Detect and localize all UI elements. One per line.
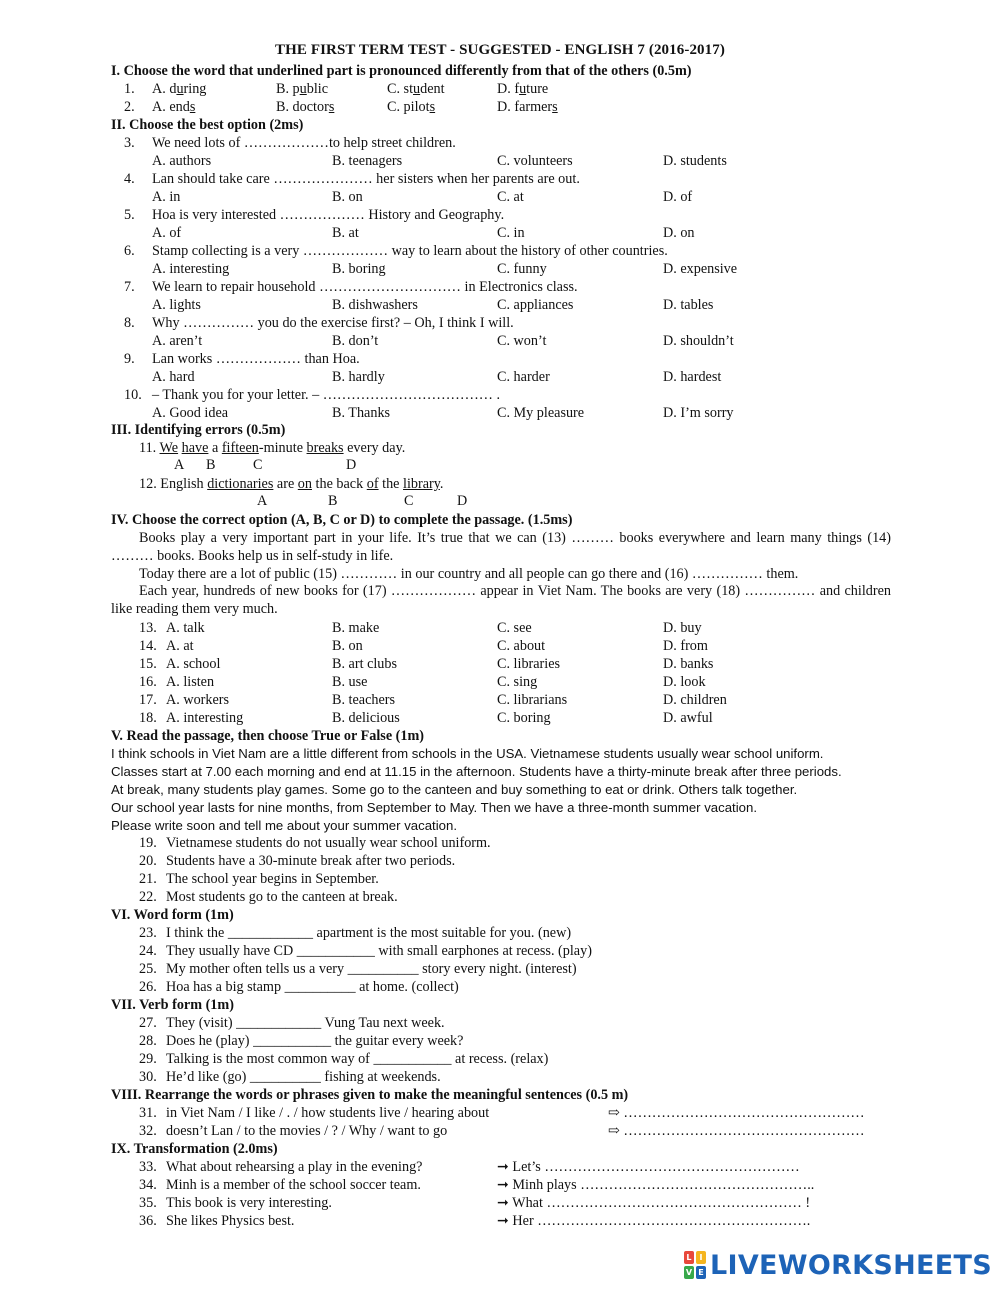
question-number: 23. — [139, 925, 157, 941]
option-b: B. public — [276, 81, 329, 97]
question-text: Does he (play) ___________ the guitar every week? — [166, 1033, 464, 1049]
option-d: D. of — [663, 189, 693, 205]
option-d: D. hardest — [663, 369, 722, 385]
section-6-heading: VI. Word form (1m) — [111, 907, 234, 923]
option-c: C. My pleasure — [497, 405, 585, 421]
option-b: B. boring — [332, 261, 386, 277]
option-a: A. authors — [152, 153, 212, 169]
option-d: D. awful — [663, 710, 713, 726]
error-label-c: C — [404, 493, 414, 509]
section-4-heading: IV. Choose the correct option (A, B, C or D) to complete the passage. (1.5ms) — [111, 512, 573, 528]
question-number: 6. — [124, 243, 135, 259]
passage-line: Classes start at 7.00 each morning and end at 11.15 in the afternoon. Students have a thirty-minute break after three periods. — [111, 764, 842, 779]
option-a: A. interesting — [152, 261, 230, 277]
section-7-heading: VII. Verb form (1m) — [111, 997, 234, 1013]
section-9-heading: IX. Transformation (2.0ms) — [111, 1141, 278, 1157]
passage-paragraph-2: Today there are a lot of public (15) ………… in our country and all people can go there and (16) …………… them. — [139, 566, 799, 582]
question-number: 28. — [139, 1033, 157, 1049]
question-stem: Hoa is very interested ……………… History and Geography. — [152, 207, 505, 223]
answer-line: ➞ Minh plays ………………………………………….. — [497, 1177, 815, 1193]
option-a: A. in — [152, 189, 181, 205]
option-b: B. delicious — [332, 710, 400, 726]
question-number: 17. — [139, 692, 157, 708]
section-8-heading: VIII. Rearrange the words or phrases given to make the meaningful sentences (0.5 m) — [111, 1087, 629, 1103]
passage-line: I think schools in Viet Nam are a little different from schools in the USA. Vietnamese students usually wear school uniform. — [111, 746, 824, 761]
question-number: 2. — [124, 99, 135, 115]
option-a: A. talk — [166, 620, 205, 636]
question-number: 25. — [139, 961, 157, 977]
question-number: 27. — [139, 1015, 157, 1031]
option-b: B. dishwashers — [332, 297, 418, 313]
question-stem: Why …………… you do the exercise first? – Oh, I think I will. — [152, 315, 514, 331]
question-number: 20. — [139, 853, 157, 869]
option-b: B. on — [332, 638, 363, 654]
question-number: 29. — [139, 1051, 157, 1067]
question-text: This book is very interesting. — [166, 1195, 332, 1211]
option-a: A. during — [152, 81, 207, 97]
logo-text: LIVEWORKSHEETS — [709, 1249, 992, 1281]
question-stem: Lan should take care ………………… her sisters when her parents are out. — [152, 171, 580, 187]
question-number: 31. — [139, 1105, 157, 1121]
passage-paragraph-1: Books play a very important part in your life. It’s true that we can (13) ……… books everywhere and learn many things (14) ……… books. Books help us in self-study in life. — [111, 530, 891, 564]
option-c: C. in — [497, 225, 525, 241]
question-text: They (visit) ____________ Vung Tau next week. — [166, 1015, 445, 1031]
option-c: C. appliances — [497, 297, 574, 313]
question-number: 13. — [139, 620, 157, 636]
question-number: 10. — [124, 387, 142, 403]
option-d: D. farmers — [497, 99, 558, 115]
option-a: A. listen — [166, 674, 215, 690]
option-b: B. on — [332, 189, 363, 205]
option-d: D. shouldn’t — [663, 333, 734, 349]
question-number: 19. — [139, 835, 157, 851]
question-number: 16. — [139, 674, 157, 690]
question-stem: We need lots of ………………to help street children. — [152, 135, 456, 151]
section-3-heading: III. Identifying errors (0.5m) — [111, 422, 286, 438]
error-label-a: A — [174, 457, 185, 473]
option-b: B. hardly — [332, 369, 385, 385]
question-text: What about rehearsing a play in the evening? — [166, 1159, 423, 1175]
question-number: 21. — [139, 871, 157, 887]
option-a: A. ends — [152, 99, 196, 115]
answer-line: ➞ Let’s ……………………………………………… — [497, 1159, 800, 1175]
question-text: Hoa has a big stamp __________ at home. (collect) — [166, 979, 459, 995]
question-number: 4. — [124, 171, 135, 187]
option-b: B. teachers — [332, 692, 396, 708]
error-label-c: C — [253, 457, 263, 473]
question-number: 35. — [139, 1195, 157, 1211]
passage-paragraph-3: Each year, hundreds of new books for (17) ……………… appear in Viet Nam. The books are very (18) …………… and children like reading them very much. — [111, 583, 891, 617]
option-a: A. interesting — [166, 710, 244, 726]
liveworksheets-logo — [684, 1249, 992, 1281]
option-a: A. workers — [166, 692, 230, 708]
option-c: C. libraries — [497, 656, 561, 672]
question-number: 33. — [139, 1159, 157, 1175]
option-d: D. children — [663, 692, 727, 708]
question-number: 7. — [124, 279, 135, 295]
option-a: A. lights — [152, 297, 201, 313]
answer-line: ⇨ …………………………………………… — [608, 1105, 865, 1121]
question-text: She likes Physics best. — [166, 1213, 295, 1229]
option-b: B. art clubs — [332, 656, 398, 672]
question-text: Talking is the most common way of ___________ at recess. (relax) — [166, 1051, 549, 1067]
question-stem: Stamp collecting is a very ……………… way to learn about the history of other countries. — [152, 243, 668, 259]
option-b: B. don’t — [332, 333, 379, 349]
question-number: 15. — [139, 656, 157, 672]
question-number: 30. — [139, 1069, 157, 1085]
option-c: C. about — [497, 638, 546, 654]
question-text: Minh is a member of the school soccer team. — [166, 1177, 421, 1193]
passage-line: At break, many students play games. Some go to the canteen and buy something to eat or drink. Others talk together. — [111, 782, 798, 797]
option-d: D. tables — [663, 297, 714, 313]
option-d: D. from — [663, 638, 708, 654]
statement-text: The school year begins in September. — [166, 871, 379, 887]
logo-mark-icon: L I V E — [684, 1251, 706, 1279]
option-c: C. volunteers — [497, 153, 573, 169]
option-a: A. school — [166, 656, 221, 672]
option-a: A. of — [152, 225, 182, 241]
section-5-heading: V. Read the passage, then choose True or False (1m) — [111, 728, 425, 744]
question-number: 22. — [139, 889, 157, 905]
option-c: C. won’t — [497, 333, 547, 349]
error-label-b: B — [206, 457, 216, 473]
option-c: C. sing — [497, 674, 538, 690]
option-b: B. Thanks — [332, 405, 391, 421]
question-12: 12. English dictionaries are on the back of the library. — [139, 476, 444, 492]
question-number: 18. — [139, 710, 157, 726]
question-number: 5. — [124, 207, 135, 223]
answer-line: ➞ Her …………………………………………………. — [497, 1213, 811, 1229]
question-text: My mother often tells us a very __________ story every night. (interest) — [166, 961, 577, 977]
passage-line: Our school year lasts for nine months, from September to May. Then we have a three-month summer vacation. — [111, 800, 757, 815]
error-label-d: D — [457, 493, 468, 509]
error-label-b: B — [328, 493, 338, 509]
question-2 — [124, 98, 924, 116]
option-b: B. at — [332, 225, 359, 241]
option-c: C. see — [497, 620, 532, 636]
option-a: A. aren’t — [152, 333, 203, 349]
question-number: 9. — [124, 351, 135, 367]
option-c: C. student — [387, 81, 445, 97]
option-d: D. on — [663, 225, 695, 241]
question-1 — [124, 80, 924, 98]
question-text: They usually have CD ___________ with small earphones at recess. (play) — [166, 943, 592, 959]
answer-line: ➞ What ……………………………………………… ! — [497, 1195, 811, 1211]
option-d: D. look — [663, 674, 706, 690]
error-label-d: D — [346, 457, 357, 473]
question-text: I think the ____________ apartment is the most suitable for you. (new) — [166, 925, 572, 941]
question-number: 1. — [124, 81, 135, 97]
question-number: 36. — [139, 1213, 157, 1229]
option-b: B. doctors — [276, 99, 335, 115]
question-number: 24. — [139, 943, 157, 959]
option-a: A. at — [166, 638, 194, 654]
option-d: D. buy — [663, 620, 702, 636]
option-d: D. students — [663, 153, 727, 169]
option-c: C. boring — [497, 710, 551, 726]
option-d: D. expensive — [663, 261, 738, 277]
question-text: He’d like (go) __________ fishing at weekends. — [166, 1069, 441, 1085]
option-a: A. Good idea — [152, 405, 229, 421]
statement-text: Students have a 30-minute break after two periods. — [166, 853, 456, 869]
option-c: C. pilots — [387, 99, 436, 115]
question-number: 32. — [139, 1123, 157, 1139]
question-text: doesn’t Lan / to the movies / ? / Why / want to go — [166, 1123, 448, 1139]
question-stem: – Thank you for your letter. – ……………………………… . — [152, 387, 501, 403]
answer-line: ⇨ …………………………………………… — [608, 1123, 865, 1139]
option-c: C. harder — [497, 369, 550, 385]
option-b: B. teenagers — [332, 153, 403, 169]
error-label-a: A — [257, 493, 268, 509]
option-c: C. funny — [497, 261, 547, 277]
question-number: 8. — [124, 315, 135, 331]
page-title: THE FIRST TERM TEST - SUGGESTED - ENGLISH 7 (2016-2017) — [275, 42, 725, 58]
question-stem: Lan works ……………… than Hoa. — [152, 351, 360, 367]
statement-text: Vietnamese students do not usually wear school uniform. — [166, 835, 491, 851]
option-d: D. future — [497, 81, 549, 97]
option-d: D. I’m sorry — [663, 405, 734, 421]
question-number: 14. — [139, 638, 157, 654]
option-a: A. hard — [152, 369, 195, 385]
section-2-heading: II. Choose the best option (2ms) — [111, 117, 304, 133]
option-c: C. librarians — [497, 692, 568, 708]
question-number: 3. — [124, 135, 135, 151]
section-1-heading: I. Choose the word that underlined part is pronounced differently from that of the others (0.5m) — [111, 63, 692, 79]
statement-text: Most students go to the canteen at break. — [166, 889, 398, 905]
passage-line: Please write soon and tell me about your summer vacation. — [111, 818, 457, 833]
option-c: C. at — [497, 189, 524, 205]
option-d: D. banks — [663, 656, 714, 672]
question-stem: We learn to repair household ………………………… in Electronics class. — [152, 279, 578, 295]
option-b: B. use — [332, 674, 368, 690]
question-11: 11. We have a fifteen-minute breaks every day. — [139, 440, 406, 456]
question-text: in Viet Nam / I like / . / how students live / hearing about — [166, 1105, 490, 1121]
option-b: B. make — [332, 620, 380, 636]
question-number: 34. — [139, 1177, 157, 1193]
question-number: 26. — [139, 979, 157, 995]
